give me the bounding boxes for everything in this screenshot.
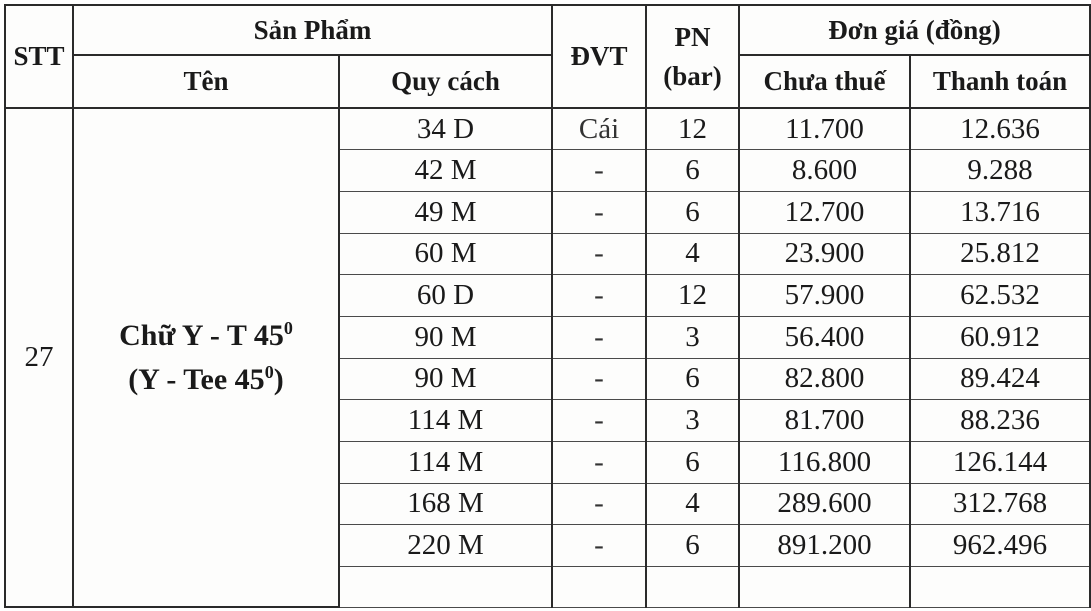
header-pn-unit: (bar) <box>663 60 722 91</box>
pn-cell: 3 <box>646 316 739 358</box>
product-name-alt-close: ) <box>273 362 284 396</box>
pn-cell: 4 <box>646 233 739 275</box>
unit-cell: - <box>552 316 646 358</box>
price-total-cell: 89.424 <box>910 358 1090 400</box>
unit-cell: - <box>552 400 646 442</box>
spec-cell: 114 M <box>339 400 552 442</box>
unit-cell: - <box>552 483 646 525</box>
spec-cell: 220 M <box>339 525 552 567</box>
header-name: Tên <box>73 55 339 108</box>
product-name-main: Chữ Y - T 45 <box>119 318 284 352</box>
price-pre-tax-cell: 116.800 <box>739 441 910 483</box>
spec-cell: 114 M <box>339 441 552 483</box>
header-pn <box>646 5 739 108</box>
price-pre-tax-cell: 289.600 <box>739 483 910 525</box>
empty-cell <box>646 566 739 607</box>
price-pre-tax-cell: 82.800 <box>739 358 910 400</box>
header-price-pre-tax: Chưa thuế <box>739 55 910 108</box>
spec-cell: 34 D <box>339 108 552 150</box>
price-total-cell: 126.144 <box>910 441 1090 483</box>
product-name-alt: (Y - Tee 45 <box>128 362 265 396</box>
product-name-line1 <box>74 314 338 358</box>
spec-cell: 49 M <box>339 191 552 233</box>
pn-cell: 6 <box>646 358 739 400</box>
stt-cell: 27 <box>5 108 73 607</box>
empty-cell <box>552 566 646 607</box>
table-row <box>5 108 1090 150</box>
pn-cell: 6 <box>646 525 739 567</box>
header-price-group: Đơn giá (đồng) <box>739 5 1090 55</box>
unit-cell: - <box>552 275 646 317</box>
price-total-cell: 9.288 <box>910 150 1090 192</box>
header-spec: Quy cách <box>339 55 552 108</box>
degree-sup: 0 <box>264 361 274 382</box>
header-stt: STT <box>5 5 73 108</box>
unit-cell: - <box>552 150 646 192</box>
spec-cell: 42 M <box>339 150 552 192</box>
price-pre-tax-cell: 12.700 <box>739 191 910 233</box>
empty-cell <box>339 566 552 607</box>
price-total-cell: 62.532 <box>910 275 1090 317</box>
price-pre-tax-cell: 23.900 <box>739 233 910 275</box>
spec-cell: 60 M <box>339 233 552 275</box>
price-pre-tax-cell: 56.400 <box>739 316 910 358</box>
price-pre-tax-cell: 11.700 <box>739 108 910 150</box>
unit-cell: Cái <box>552 108 646 150</box>
degree-sup: 0 <box>283 317 293 338</box>
price-pre-tax-cell: 8.600 <box>739 150 910 192</box>
header-price-total: Thanh toán <box>910 55 1090 108</box>
pn-cell: 12 <box>646 108 739 150</box>
price-pre-tax-cell: 81.700 <box>739 400 910 442</box>
price-total-cell: 312.768 <box>910 483 1090 525</box>
pn-cell: 3 <box>646 400 739 442</box>
price-total-cell: 13.716 <box>910 191 1090 233</box>
empty-cell <box>739 566 910 607</box>
pn-cell: 6 <box>646 150 739 192</box>
pn-cell: 6 <box>646 441 739 483</box>
unit-cell: - <box>552 358 646 400</box>
spec-cell: 168 M <box>339 483 552 525</box>
pn-cell: 6 <box>646 191 739 233</box>
price-total-cell: 60.912 <box>910 316 1090 358</box>
price-total-cell: 25.812 <box>910 233 1090 275</box>
price-pre-tax-cell: 891.200 <box>739 525 910 567</box>
price-total-cell: 88.236 <box>910 400 1090 442</box>
header-product-group: Sản Phẩm <box>73 5 552 55</box>
spec-cell: 60 D <box>339 275 552 317</box>
price-total-cell: 962.496 <box>910 525 1090 567</box>
price-total-cell: 12.636 <box>910 108 1090 150</box>
unit-cell: - <box>552 191 646 233</box>
unit-cell: - <box>552 233 646 275</box>
spec-cell: 90 M <box>339 316 552 358</box>
table-header <box>5 5 1090 108</box>
spec-cell: 90 M <box>339 358 552 400</box>
product-name-cell <box>73 108 339 607</box>
unit-cell: - <box>552 441 646 483</box>
header-unit: ĐVT <box>552 5 646 108</box>
table-body <box>5 108 1090 607</box>
empty-cell <box>910 566 1090 607</box>
pn-cell: 4 <box>646 483 739 525</box>
header-pn-label: PN <box>674 21 711 52</box>
pn-cell: 12 <box>646 275 739 317</box>
price-sheet <box>4 4 1089 608</box>
price-pre-tax-cell: 57.900 <box>739 275 910 317</box>
unit-cell: - <box>552 525 646 567</box>
price-table <box>4 4 1091 608</box>
product-name-line2 <box>74 358 338 402</box>
